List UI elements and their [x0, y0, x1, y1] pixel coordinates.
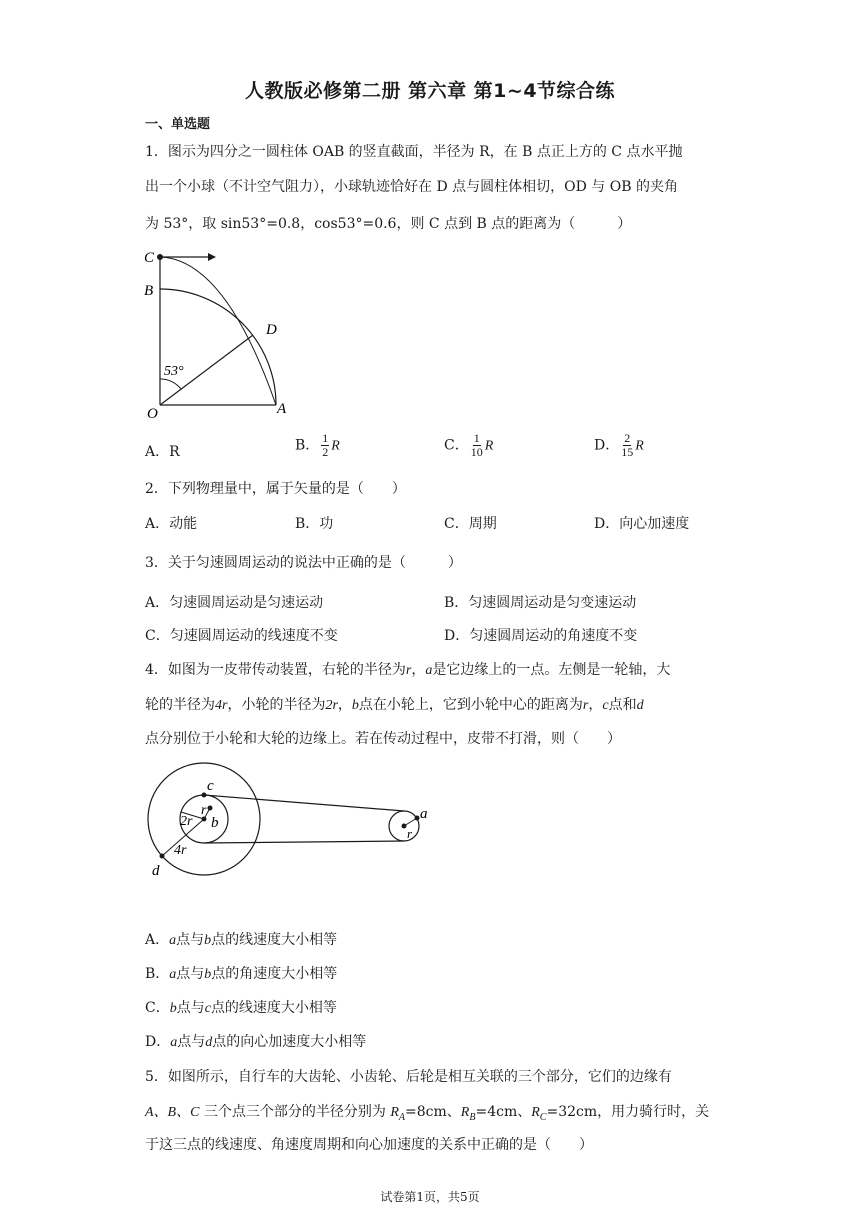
q3-option-d[interactable]: D．匀速圆周运动的角速度不变	[444, 628, 638, 644]
denominator: 10	[470, 445, 483, 459]
text: =8cm、	[405, 1104, 461, 1120]
variable: b	[169, 1001, 177, 1016]
label-b: b	[211, 815, 219, 831]
belt-bottom	[204, 841, 404, 843]
variable: R	[390, 1105, 399, 1120]
label-2r: 2r	[180, 814, 193, 829]
denominator: 15	[621, 445, 634, 459]
option-prefix: D．	[594, 437, 620, 454]
page-title: 人教版必修第二册 第六章 第1~4节综合练	[244, 80, 616, 102]
q1-option-c[interactable]	[444, 432, 493, 459]
q2-option-b[interactable]: B．功	[295, 516, 334, 532]
variable: A、B、C	[145, 1105, 200, 1120]
page-footer: 试卷第1页，共5页	[380, 1190, 480, 1204]
label-o: O	[147, 406, 158, 420]
variable: c	[204, 1001, 211, 1016]
belt-top	[204, 795, 404, 811]
text: 是它边缘上的一点。左侧是一轮轴，大	[432, 662, 671, 678]
variable: R	[460, 1105, 470, 1120]
q4-option-d[interactable]	[145, 1031, 366, 1051]
section-heading: 一、单选题	[145, 117, 211, 132]
q1-stem-line2: 出一个小球（不计空气阻力），小球轨迹恰好在 D 点与圆柱体相切，OD 与 OB 的夹角	[145, 179, 678, 195]
variable: d	[636, 698, 644, 713]
variable: b	[351, 698, 359, 713]
label-r: r	[201, 803, 207, 818]
q5-stem-line1: 5．如图所示，自行车的大齿轮、小齿轮、后轮是相互关联的三个部分，它们的边缘有	[145, 1069, 672, 1085]
q3-option-c[interactable]: C．匀速圆周运动的线速度不变	[145, 628, 338, 644]
label-a: A	[277, 401, 287, 417]
variable: c	[602, 698, 609, 713]
quarter-arc	[160, 289, 276, 405]
trajectory-curve	[160, 257, 276, 405]
text: 轮的半径为	[145, 697, 215, 713]
variable: R	[531, 1105, 540, 1120]
variable: a	[169, 967, 177, 982]
q3-option-b[interactable]: B．匀速圆周运动是匀变速运动	[444, 595, 637, 611]
angle-arc	[160, 379, 181, 389]
subscript: C	[539, 1111, 547, 1123]
option-prefix: C．	[145, 1000, 170, 1016]
variable: a	[170, 1035, 178, 1050]
option-prefix: B．	[295, 437, 320, 454]
option-suffix: R	[484, 438, 494, 454]
fraction	[471, 432, 483, 459]
label-r-right: r	[407, 826, 413, 841]
point-c-dot	[202, 793, 207, 798]
q2-stem: 2．下列物理量中，属于矢量的是（ ）	[145, 481, 406, 497]
option-prefix: A．	[145, 444, 170, 460]
variable: a	[169, 933, 177, 948]
q5-stem-line2	[145, 1101, 709, 1123]
variable: 4r	[215, 698, 228, 713]
text: 点与	[177, 1034, 206, 1050]
denominator: 2	[322, 445, 329, 459]
label-d: d	[152, 863, 160, 879]
q3-option-a[interactable]: A．匀速圆周运动是匀速运动	[145, 595, 324, 611]
variable: a	[425, 663, 433, 678]
arrow-head-icon	[208, 253, 216, 261]
variable: d	[205, 1035, 213, 1050]
q2-option-d[interactable]: D．向心加速度	[594, 516, 690, 532]
label-a: a	[420, 806, 428, 822]
label-c: c	[207, 778, 214, 794]
q4-stem-line1	[145, 659, 670, 679]
label-b: B	[144, 283, 154, 299]
variable: b	[204, 933, 212, 948]
text: 点的线速度大小相等	[210, 1000, 337, 1016]
q1-option-a[interactable]	[145, 441, 180, 461]
q1-option-d[interactable]	[594, 432, 644, 459]
text: =32cm，用力骑行时，关	[546, 1104, 710, 1120]
option-value: R	[169, 444, 180, 460]
text: ，	[588, 697, 603, 713]
q4-stem-line3: 点分别位于小轮和大轮的边缘上。若在传动过程中，皮带不打滑，则（ ）	[145, 731, 621, 747]
numerator: 1	[322, 431, 329, 445]
point-d-dot	[160, 854, 165, 859]
q2-option-a[interactable]: A．动能	[145, 516, 198, 532]
text: ，	[337, 697, 352, 713]
q1-stem-line3: 为 53°，取 sin53°=0.8，cos53°=0.6，则 C 点到 B 点的距离为（ ）	[145, 216, 632, 232]
q1-stem-line1: 1．图示为四分之一圆柱体 OAB 的竖直截面，半径为 R，在 B 点正上方的 C 点水平抛	[145, 144, 683, 160]
q5-stem-line3: 于这三点的线速度、角速度周期和向心加速度的关系中正确的是（ ）	[145, 1137, 593, 1153]
radius-r-right	[404, 818, 417, 826]
subscript: A	[398, 1111, 406, 1123]
option-prefix: B．	[145, 966, 170, 982]
q4-option-c[interactable]	[145, 997, 337, 1017]
q1-figure	[140, 245, 300, 420]
text: 三个点三个部分的半径分别为	[199, 1104, 391, 1120]
q4-option-a[interactable]	[145, 929, 337, 949]
text: 点的角速度大小相等	[211, 966, 338, 982]
angle-label: 53°	[164, 364, 184, 379]
fraction	[321, 432, 329, 459]
text: ，	[411, 662, 426, 678]
fraction	[621, 432, 633, 459]
text: 点与	[176, 1000, 205, 1016]
q3-stem: 3．关于匀速圆周运动的说法中正确的是（ ）	[145, 555, 462, 571]
q4-option-b[interactable]	[145, 963, 337, 983]
option-suffix: R	[331, 438, 340, 454]
q4-figure	[140, 758, 440, 883]
variable: b	[204, 967, 212, 982]
text: 4．如图为一皮带传动装置，右轮的半径为	[145, 662, 406, 678]
numerator: 2	[624, 431, 631, 445]
numerator: 1	[473, 431, 480, 445]
variable: r	[582, 698, 589, 713]
text: 点的线速度大小相等	[211, 932, 338, 948]
text: =4cm、	[475, 1104, 532, 1120]
option-prefix: D．	[145, 1034, 171, 1050]
label-d: D	[266, 322, 277, 338]
label-4r: 4r	[174, 843, 187, 858]
text: ，小轮的半径为	[227, 697, 326, 713]
subscript: B	[469, 1111, 476, 1123]
variable: r	[405, 663, 412, 678]
option-suffix: R	[635, 438, 644, 454]
label-c: C	[144, 250, 155, 266]
q2-option-c[interactable]: C．周期	[444, 516, 497, 532]
text: 点和	[608, 697, 637, 713]
text: 点在小轮上，它到小轮中心的距离为	[358, 697, 583, 713]
point-b-dot	[208, 806, 213, 811]
q1-option-b[interactable]	[295, 432, 340, 459]
text: 点与	[176, 966, 205, 982]
option-prefix: A．	[145, 932, 170, 948]
text: 点的向心加速度大小相等	[212, 1034, 367, 1050]
variable: 2r	[325, 698, 338, 713]
option-prefix: C．	[444, 437, 469, 454]
text: 点与	[176, 932, 205, 948]
q4-stem-line2	[145, 694, 644, 714]
